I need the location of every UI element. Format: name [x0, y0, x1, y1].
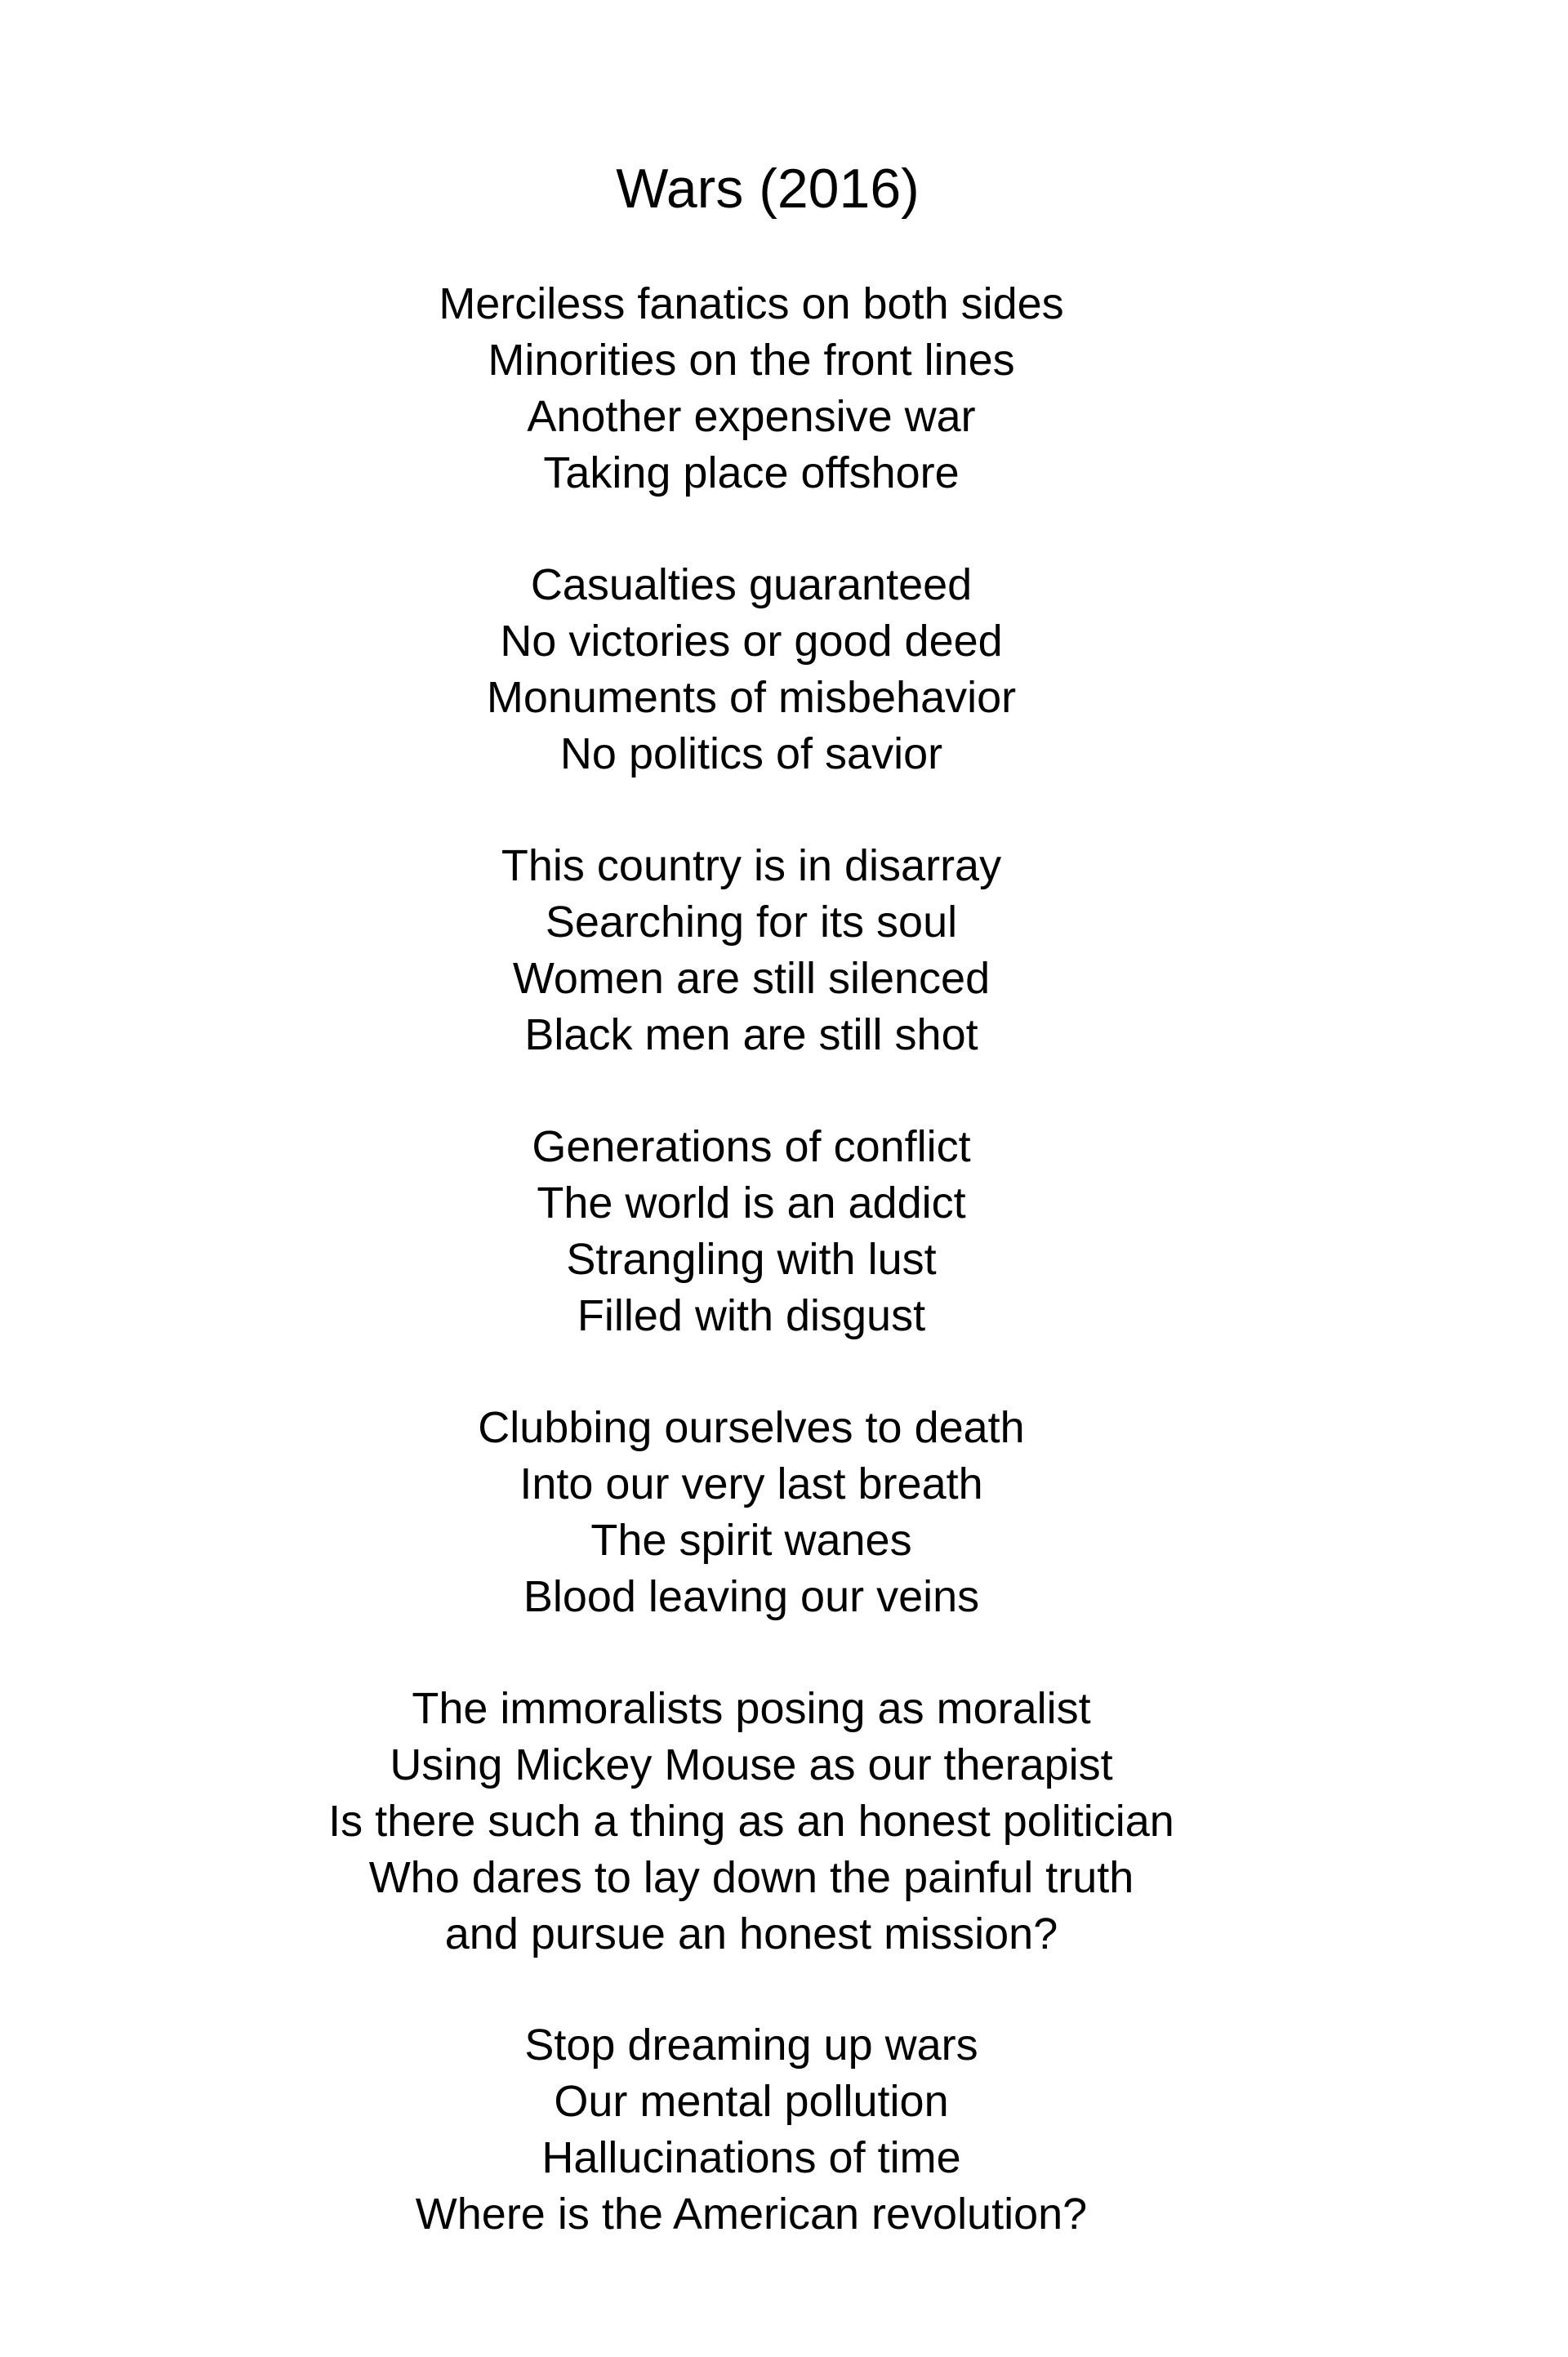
stanza-6	[0, 1681, 1503, 1963]
poem-line: Into our very last breath	[519, 1459, 983, 1508]
stanza-2	[0, 557, 1503, 782]
poem-line: The immoralists posing as moralist	[412, 1684, 1091, 1733]
poem-line: Casualties guaranteed	[530, 560, 973, 609]
poem-line: and pursue an honest mission?	[444, 1909, 1058, 1958]
poem-line: Strangling with lust	[566, 1235, 937, 1284]
poem-line: Blood leaving our veins	[523, 1572, 980, 1621]
poem-line: Monuments of misbehavior	[486, 673, 1017, 722]
poem-title: Wars (2016)	[616, 158, 920, 220]
poem-line: Our mental pollution	[554, 2077, 949, 2126]
poem-line: Is there such a thing as an honest politician	[328, 1797, 1174, 1846]
poem-line: Clubbing ourselves to death	[478, 1403, 1025, 1452]
poem-line: Stop dreaming up wars	[524, 2021, 978, 2070]
stanza-3	[0, 838, 1503, 1063]
poem-line: Taking place offshore	[543, 448, 960, 497]
poem-line: No politics of savior	[559, 729, 943, 778]
poem-line: Generations of conflict	[532, 1122, 971, 1171]
poem-line: Searching for its soul	[545, 898, 958, 947]
poem-line: Who dares to lay down the painful truth	[368, 1853, 1134, 1902]
stanza-4	[0, 1119, 1503, 1344]
poem-line: The world is an addict	[537, 1178, 966, 1228]
poem-line: Where is the American revolution?	[415, 2190, 1088, 2239]
stanza-7	[0, 2017, 1503, 2243]
poem-line: Black men are still shot	[524, 1010, 978, 1059]
poem-line: Using Mickey Mouse as our therapist	[390, 1740, 1113, 1789]
poem-line: Hallucinations of time	[541, 2133, 961, 2182]
poem-line: No victories or good deed	[500, 617, 1003, 666]
poem-line: This country is in disarray	[501, 841, 1002, 890]
poem-line: Women are still silenced	[512, 954, 991, 1003]
poem-line: Minorities on the front lines	[488, 336, 1015, 385]
poem-line: Merciless fanatics on both sides	[439, 279, 1064, 328]
poem-line: Another expensive war	[527, 392, 976, 441]
stanza-5	[0, 1400, 1503, 1625]
stanza-1	[0, 276, 1503, 501]
poem-line: Filled with disgust	[577, 1291, 926, 1340]
poem-line: The spirit wanes	[590, 1516, 912, 1565]
